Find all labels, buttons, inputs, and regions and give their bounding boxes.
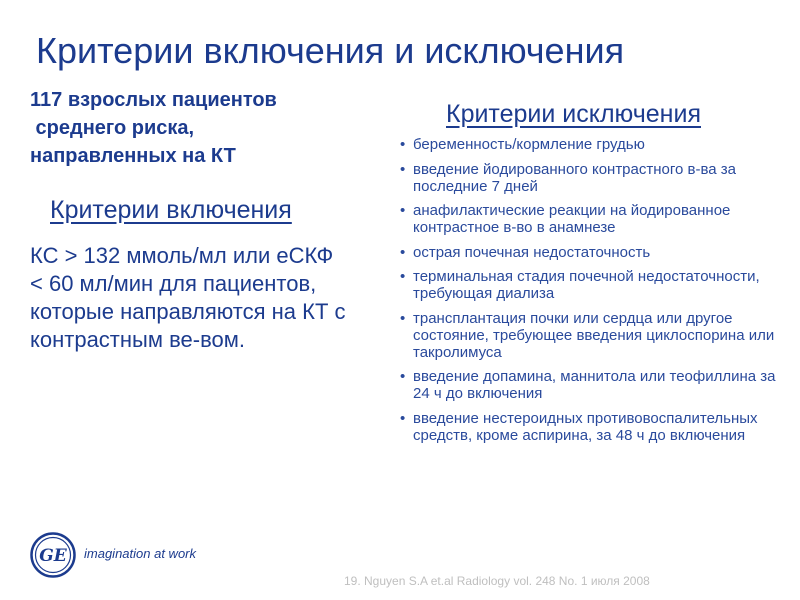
bullet-icon: •: [400, 409, 406, 427]
exclusion-item: [400, 202, 788, 236]
exclusion-item-text: введение нестероидных противовоспалительных средств, кроме аспирина, за 48 ч до включения: [413, 409, 758, 444]
slide-title: Критерии включения и исключения: [36, 30, 625, 71]
bullet-icon: •: [400, 309, 406, 327]
exclusion-item-text: введение йодированного контрастного в-ва за последние 7 дней: [413, 160, 737, 195]
inclusion-text: КС > 132 ммоль/мл или еСКФ < 60 мл/мин для пациентов, которые направляются на КТ с контрастным ве-вом.: [30, 243, 346, 352]
exclusion-item: [400, 268, 788, 302]
ge-logo-text: GE: [39, 546, 67, 566]
patients-line: среднего риска,: [30, 117, 195, 139]
patients-line: направленных на КТ: [30, 145, 236, 167]
exclusion-heading: Критерии исключения: [446, 100, 701, 128]
exclusion-item: [400, 244, 788, 261]
exclusion-item-text: острая почечная недостаточность: [413, 243, 651, 261]
bullet-icon: •: [400, 268, 406, 285]
exclusion-item-text: терминальная стадия почечной недостаточности, требующая диализа: [413, 268, 760, 302]
exclusion-item: [400, 410, 788, 444]
patients-summary: [30, 86, 277, 170]
bullet-icon: •: [400, 243, 406, 261]
exclusion-item: [400, 368, 788, 402]
exclusion-item: [400, 161, 788, 195]
bullet-icon: •: [400, 160, 406, 178]
bullet-icon: •: [400, 136, 406, 153]
bullet-icon: •: [400, 202, 406, 219]
exclusion-item: [400, 136, 788, 153]
patients-line: 117 взрослых пациентов: [30, 89, 277, 111]
exclusion-list: [400, 136, 788, 451]
exclusion-item-text: трансплантация почки или сердца или другое состояние, требующее введения циклоспорина или такролимуса: [413, 309, 775, 361]
exclusion-item-text: анафилактические реакции на йодированное контрастное в-во в анамнезе: [413, 202, 731, 236]
citation: 19. Nguyen S.A et.al Radiology vol. 248 No. 1 июля 2008: [344, 574, 650, 588]
inclusion-heading: Критерии включения: [50, 196, 292, 224]
exclusion-item: [400, 310, 788, 361]
ge-logo-icon: [30, 532, 76, 578]
bullet-icon: •: [400, 368, 406, 385]
ge-tagline: imagination at work: [84, 546, 196, 561]
exclusion-item-text: введение допамина, маннитола или теофиллина за 24 ч до включения: [413, 368, 776, 402]
exclusion-item-text: беременность/кормление грудью: [413, 136, 645, 153]
